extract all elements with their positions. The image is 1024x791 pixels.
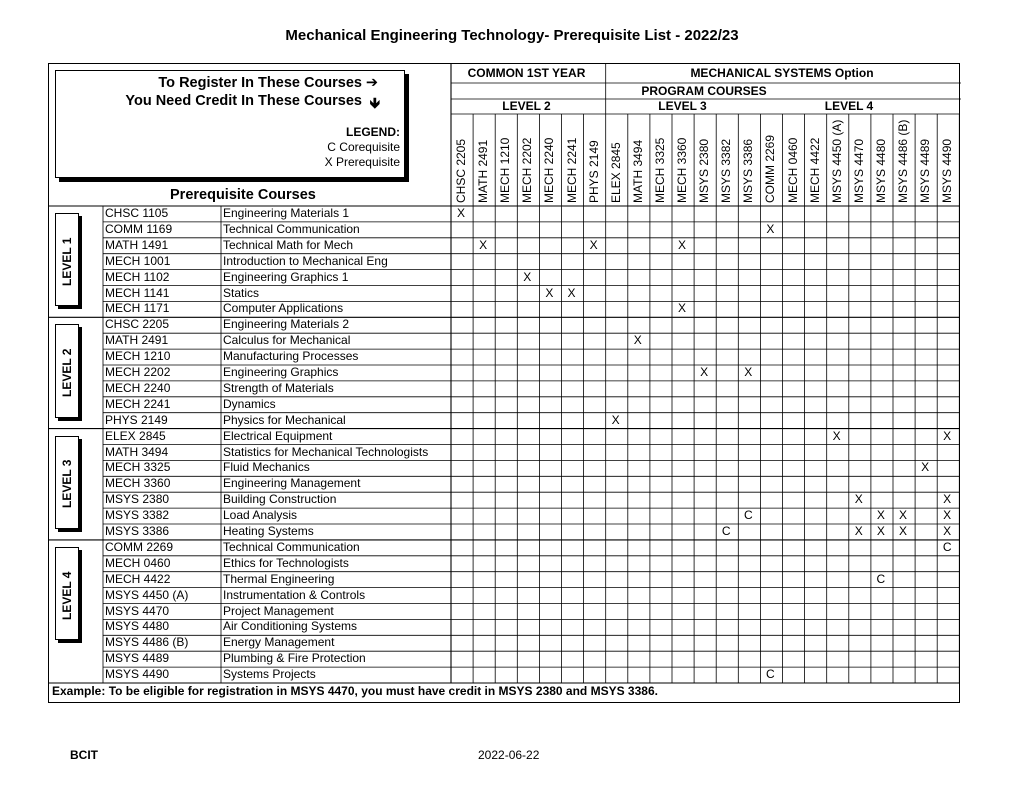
prerequisite-mark: X [744,365,753,379]
column-header: MSYS 4470 [851,138,866,203]
column-header: ELEX 2845 [608,142,623,203]
prerequisite-mark: X [633,333,642,348]
example-note: Example: To be eligible for registration in MSYS 4470, you must have credit in MSYS 2380 and MSYS 3386. [52,684,658,698]
column-header: MATH 3494 [630,139,645,203]
course-name: Ethics for Technologists [223,555,349,570]
level-label: LEVEL 1 [60,237,74,286]
column-header: MECH 1210 [498,137,513,203]
course-code: MSYS 4489 [105,651,170,666]
course-name: Technical Math for Mech [223,237,354,252]
course-name: Plumbing & Fire Protection [223,651,366,666]
course-name: Air Conditioning Systems [223,619,358,634]
prerequisite-courses-label: Prerequisite Courses [170,187,316,203]
course-name: Computer Applications [223,301,344,316]
prerequisite-mark: X [523,269,532,284]
course-code: COMM 1169 [105,221,173,236]
column-header: MECH 4422 [807,137,822,203]
course-name: Calculus for Mechanical [223,333,351,348]
prerequisite-mark: X [898,524,907,538]
prerequisite-mark: X [876,508,885,523]
course-name: Project Management [223,603,334,618]
course-name: Technical Communication [223,221,360,236]
column-header: MATH 2491 [476,139,491,203]
course-code: PHYS 2149 [105,412,168,427]
level-3-header: LEVEL 3 [658,99,707,113]
course-code: MECH 1210 [105,349,171,364]
level-label: LEVEL 4 [60,571,74,620]
column-header: MECH 3325 [652,137,667,203]
arrow-right-icon: ➔ [365,75,378,91]
course-name: Engineering Graphics 1 [223,269,349,284]
course-code: MECH 1171 [105,301,170,316]
course-code: MECH 4422 [105,571,171,586]
course-name: Strength of Materials [223,380,334,395]
course-code: MECH 2202 [105,365,171,379]
column-header: MECH 2240 [542,137,557,203]
course-code: MECH 1141 [105,285,170,300]
course-name: Engineering Graphics [223,365,339,379]
program-courses-header: PROGRAM COURSES [641,84,767,98]
course-code: COMM 2269 [105,539,174,554]
course-name: Building Construction [223,492,337,507]
prerequisite-mark: X [943,428,952,443]
course-code: MATH 1491 [105,237,169,252]
course-name: Dynamics [223,396,276,411]
prerequisite-mark: X [456,206,465,220]
course-name: Engineering Management [223,476,361,491]
prerequisite-mark: X [832,428,841,443]
level-tab [55,324,79,417]
course-code: MECH 1102 [105,269,170,284]
prerequisite-mark: X [943,508,952,523]
prerequisite-mark: X [898,508,907,523]
course-code: MSYS 4470 [105,603,170,618]
course-code: CHSC 1105 [105,206,169,220]
prerequisite-mark: X [854,524,863,538]
course-name: Introduction to Mechanical Eng [223,253,388,268]
course-name: Energy Management [223,635,335,650]
course-name: Physics for Mechanical [223,412,346,427]
column-header: MSYS 4450 (A) [829,119,844,203]
column-header: CHSC 2205 [454,138,468,203]
prerequisite-mark: C [743,508,753,523]
level-label: LEVEL 2 [60,348,74,397]
course-name: Engineering Materials 1 [223,206,350,220]
course-code: MECH 2240 [105,380,171,395]
level-4-header: LEVEL 4 [824,99,874,113]
column-header: MSYS 4480 [873,138,888,203]
column-header: MSYS 4486 (B) [896,119,910,203]
column-header: MSYS 4490 [940,138,955,203]
prerequisite-mark: X [611,412,620,427]
register-line-2: You Need Credit In These Courses [125,93,362,109]
legend-corequisite: C Corequisite [327,140,400,154]
course-code: MATH 3494 [105,444,169,459]
register-instructions-box [55,70,405,178]
common-first-year-header: COMMON 1ST YEAR [467,66,586,80]
course-code: MECH 3360 [105,476,171,491]
prerequisite-mark: X [943,524,952,538]
course-name: Load Analysis [223,508,298,523]
course-name: Statistics for Mechanical Technologists [223,444,429,459]
prerequisite-mark: C [942,539,952,554]
column-header: MSYS 2380 [697,138,712,203]
legend-prerequisite: X Prerequisite [324,155,400,169]
prerequisite-mark: C [876,571,886,586]
footer-institution: BCIT [70,748,98,762]
course-name: Electrical Equipment [223,428,333,443]
column-header: MECH 2241 [564,137,579,203]
course-code: MSYS 4480 [105,619,170,634]
column-header: MECH 0460 [785,137,800,203]
course-name: Systems Projects [223,667,316,682]
prerequisite-mark: X [677,237,686,252]
prerequisite-mark: C [766,667,775,682]
level-tab [55,436,79,529]
level-2-header: LEVEL 2 [502,99,551,113]
footer-date: 2022-06-22 [478,748,540,762]
legend-title: LEGEND: [346,125,400,139]
course-name: Engineering Materials 2 [223,317,350,332]
level-tab [55,547,79,640]
prerequisite-mark: X [921,460,930,475]
prerequisite-mark: X [479,237,488,252]
level-label: LEVEL 3 [60,459,74,509]
column-header: PHYS 2149 [586,140,601,203]
course-name: Fluid Mechanics [223,460,310,475]
arrow-down-icon: 🡻 [369,96,380,112]
course-name: Instrumentation & Controls [223,587,366,602]
course-name: Technical Communication [223,539,360,554]
prerequisite-mark: X [943,492,952,507]
course-name: Thermal Engineering [223,571,335,586]
prerequisite-mark: X [589,237,598,252]
column-header: MECH 2202 [520,137,535,203]
prerequisite-mark: X [677,301,686,316]
column-header: MSYS 4489 [918,138,933,203]
course-code: MSYS 3382 [105,508,170,523]
course-code: MSYS 4486 (B) [105,635,189,650]
course-code: MECH 2241 [105,396,171,411]
level-tab [55,213,79,306]
prerequisite-mark: X [545,285,554,300]
prerequisite-mark: X [700,365,709,379]
course-name: Statics [223,285,260,300]
page-title: Mechanical Engineering Technology- Prerequisite List - 2022/23 [285,27,739,44]
course-code: MSYS 2380 [105,492,170,507]
register-line-1: To Register In These Courses [158,75,362,91]
course-code: CHSC 2205 [105,317,170,332]
prerequisite-mark: X [766,221,775,236]
course-code: MECH 1001 [105,253,171,268]
course-code: MATH 2491 [105,333,169,348]
course-code: ELEX 2845 [105,428,166,443]
column-header: MSYS 3382 [719,138,734,203]
course-name: Heating Systems [223,524,314,538]
course-name: Manufacturing Processes [223,349,359,364]
prerequisite-mark: X [854,492,863,507]
prerequisite-mark: X [567,285,576,300]
prerequisite-mark: X [876,524,885,538]
course-code: MECH 0460 [105,555,171,570]
column-header: MSYS 3386 [741,138,756,203]
option-header: MECHANICAL SYSTEMS Option [690,66,874,80]
course-code: MSYS 4490 [105,667,170,682]
course-code: MSYS 4450 (A) [105,587,189,602]
prerequisite-mark: C [721,524,731,538]
column-header: MECH 3360 [675,137,689,203]
column-header: COMM 2269 [763,134,778,203]
course-code: MSYS 3386 [105,524,170,538]
course-code: MECH 3325 [105,460,171,475]
